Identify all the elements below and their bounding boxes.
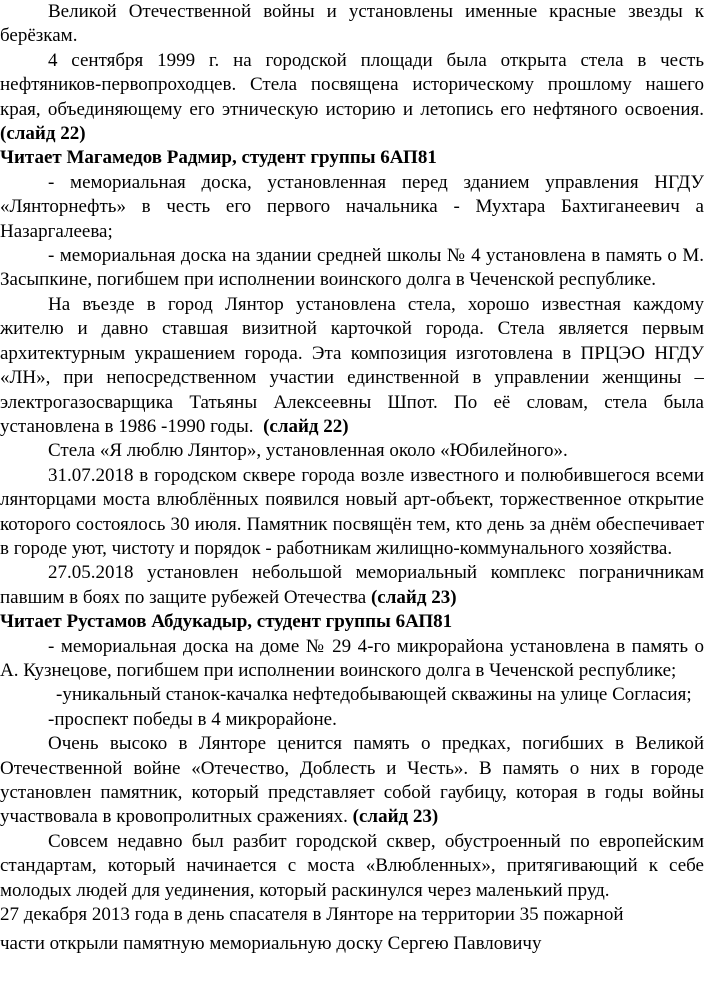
slide-marker: (слайд 23) (352, 806, 439, 828)
paragraph-plaque-school: - мемориальная доска на здании средней школы № 4 установлена в память о М. Засыпкине, погибшем при исполнении воинского долга в Чеченской республике. (0, 245, 704, 291)
paragraph-plaque-house: - мемориальная доска на доме № 29 4-го микрорайона установлена в память о А. Кузнецове, погибшем при исполнении воинского долга в Чеченской республике; (0, 635, 704, 681)
paragraph-pump-jack: -уникальный станок-качалка нефтедобывающей скважины на улице Согласия; (56, 684, 692, 706)
paragraph-howitzer: Очень высоко в Лянторе ценится память о предках, погибших в Великой Отечественной войне «Отечество, Доблесть и Честь». В память о них в городе установлен памятник, который представляет собой гаубицу, которая в годы войны участвовала в кровопролитных сражениях. (слайд 23) (0, 733, 704, 828)
reader-heading-1: Читает Магамедов Радмир, студент группы 6АП81 (0, 147, 437, 169)
reader-heading-2: Читает Рустамов Абдукадыр, студент группы 6АП81 (0, 611, 453, 633)
paragraph-victory-avenue: -проспект победы в 4 микрорайоне. (48, 708, 337, 730)
paragraph-art-object: 31.07.2018 в городском сквере города возле известного и полюбившегося всеми лянторцами моста влюблённых появился новый арт-объект, торжественное открытие которого состоялось 30 июля. Памятник посвящён тем, кто день за днём обеспечивает в городе уют, чистоту и порядок - работникам жилищно-коммунального хозяйства. (0, 464, 704, 559)
paragraph-stela-i-love: Стела «Я люблю Лянтор», установленная около «Юбилейного». (48, 440, 568, 462)
paragraph-stela-entrance: На въезде в город Лянтор установлена стела, хорошо известная каждому жителю и давно ставшая визитной карточкой города. Стела является первым архитектурным украшением города. Эта композиция изготовлена в ПРЦЭО НГДУ «ЛН», при непосредственном участии единственной в управлении женщины – электрогазосварщика Татьяны Алексеевны Шпот. По её словам, стела была установлена в 1986 -1990 годы. (слайд 22) (0, 293, 704, 437)
slide-marker: (слайд 22) (0, 123, 86, 145)
paragraph-city-square: Совсем недавно был разбит городской сквер, обустроенный по европейским стандартам, который начинается с моста «Влюбленных», притягивающий к себе молодых людей для уединения, который раскинулся через маленький пруд. (0, 830, 704, 901)
paragraph-border-memorial: 27.05.2018 установлен небольшой мемориальный комплекс пограничникам павшим в боях по защите рубежей Отечества (слайд 23) (0, 562, 704, 608)
paragraph-fire-station-plaque: части открыли памятную мемориальную доску Сергею Павловичу (0, 933, 542, 955)
paragraph-war-memorial: Великой Отечественной войны и установлены именные красные звезды к берёзкам. (0, 1, 704, 47)
slide-marker: (слайд 23) (370, 586, 457, 608)
paragraph-rescuer-day: 27 декабря 2013 года в день спасателя в Лянторе на территории 35 пожарной (0, 904, 624, 926)
paragraph-plaque-ngdu: - мемориальная доска, установленная перед зданием управления НГДУ «Лянторнефть» в честь его первого начальника - Мухтара Бахтиганеевич а Назаргалеева; (0, 171, 704, 242)
slide-marker: (слайд 22) (263, 415, 349, 437)
paragraph-stela-oilmen: 4 сентября 1999 г. на городской площади была открыта стела в честь нефтяников-первопроходцев. Стела посвящена историческому прошлому нашего края, объединяющему его этническую историю и летопись его нефтяного освоения. (слайд 22) (0, 49, 704, 145)
